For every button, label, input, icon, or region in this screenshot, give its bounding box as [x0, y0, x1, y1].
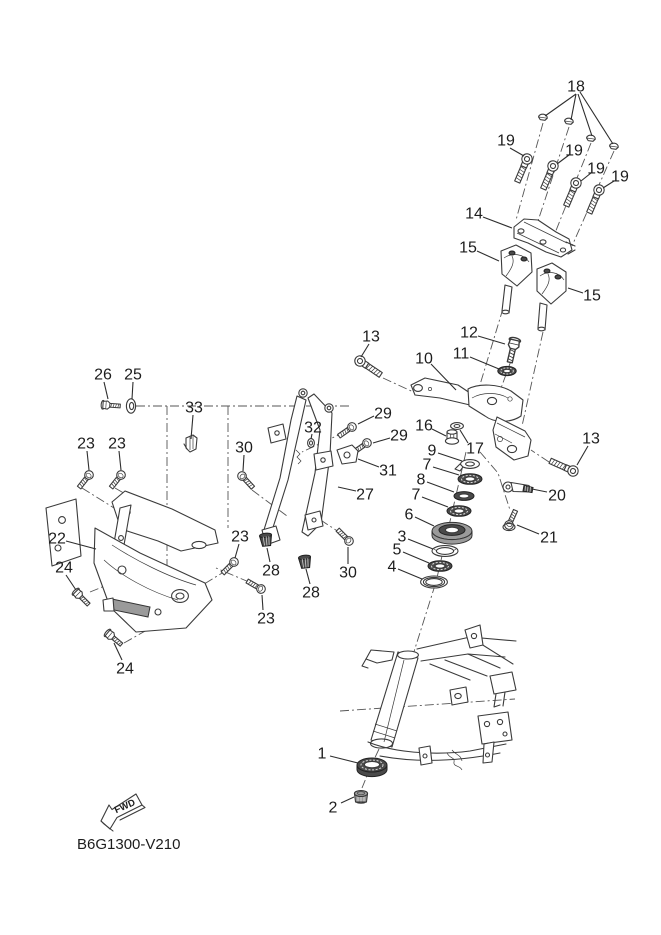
leader-line-13 — [577, 446, 588, 465]
part-label-20: 20 — [548, 487, 566, 505]
part-7-bearing-upper-drawing — [458, 474, 482, 485]
part-label-16: 16 — [415, 417, 433, 435]
part-3-washer-drawing — [432, 546, 458, 557]
part-label-26: 26 — [94, 366, 112, 384]
leader-line-23 — [87, 451, 89, 470]
leader-line-18 — [571, 94, 576, 120]
leader-line-28 — [306, 569, 310, 584]
leader-line-25 — [132, 382, 133, 399]
part-12-bolt-drawing — [504, 336, 521, 363]
part-31-plate-drawing — [337, 445, 358, 464]
part-2-cap-drawing — [354, 791, 367, 804]
part-label-33: 33 — [185, 399, 203, 417]
part-label-30: 30 — [235, 439, 253, 457]
part-label-7: 7 — [422, 456, 432, 474]
part-label-13: 13 — [582, 430, 600, 448]
part-label-10: 10 — [415, 350, 433, 368]
part-16-nut-drawing — [445, 430, 458, 444]
part-1-bearing-drawing — [357, 758, 387, 777]
part-label-23: 23 — [108, 435, 126, 453]
leader-line-1 — [330, 756, 358, 763]
part-label-23: 23 — [77, 435, 95, 453]
part-30-screws-drawing — [236, 470, 355, 547]
part-label-15: 15 — [459, 239, 477, 257]
part-label-19: 19 — [587, 160, 605, 178]
leader-line-8 — [427, 482, 454, 492]
leader-line-20 — [532, 489, 547, 492]
part-label-6: 6 — [404, 506, 414, 524]
part-label-19: 19 — [565, 142, 583, 160]
diagram-code: B6G1300-V210 — [77, 836, 181, 853]
part-4-seal-drawing — [421, 576, 448, 588]
leader-line-4 — [398, 569, 422, 579]
leader-line-27 — [338, 487, 356, 491]
leader-line-26 — [104, 382, 108, 399]
part-label-3: 3 — [397, 528, 407, 546]
part-26-bolt-drawing — [101, 400, 121, 410]
part-label-18: 18 — [567, 78, 585, 96]
leader-line-29 — [373, 438, 390, 443]
part-8-washer-drawing — [454, 492, 474, 501]
leader-line-23 — [119, 451, 121, 470]
fwd-arrow-label: FWD — [112, 797, 138, 817]
part-label-13: 13 — [362, 328, 380, 346]
part-11-washer-drawing — [498, 366, 516, 375]
leader-line-14 — [483, 217, 512, 228]
leader-line-11 — [470, 357, 499, 369]
leader-line-18 — [580, 92, 613, 144]
part-label-19: 19 — [497, 132, 515, 150]
part-label-4: 4 — [387, 558, 397, 576]
leader-line-6 — [415, 517, 434, 526]
part-label-9: 9 — [427, 442, 437, 460]
part-27-bracket-drawing — [262, 389, 333, 545]
part-label-24: 24 — [116, 660, 134, 678]
part-32-washer-drawing — [308, 439, 315, 448]
leader-line-28 — [267, 548, 270, 562]
leader-line-16 — [432, 429, 446, 436]
part-label-21: 21 — [540, 529, 558, 547]
part-label-2: 2 — [328, 799, 338, 817]
part-33-clip-drawing — [184, 435, 197, 452]
part-15-holders-drawing — [501, 245, 566, 331]
part-6-cover-drawing — [432, 522, 472, 544]
part-label-27: 27 — [356, 486, 374, 504]
leader-line-24 — [66, 575, 76, 590]
part-label-12: 12 — [460, 324, 478, 342]
leader-line-15 — [568, 288, 583, 293]
part-7-bearing-lower-drawing — [447, 506, 471, 517]
fwd-arrow — [101, 794, 145, 831]
leader-line-23 — [235, 544, 239, 558]
leader-line-7 — [422, 497, 448, 507]
leader-line-12 — [478, 336, 505, 344]
part-21-bolt-drawing — [503, 509, 519, 531]
part-label-19: 19 — [611, 168, 629, 186]
part-label-15: 15 — [583, 287, 601, 305]
part-label-29: 29 — [374, 405, 392, 423]
part-label-23: 23 — [257, 610, 275, 628]
part-label-17: 17 — [466, 440, 484, 458]
leader-line-21 — [517, 525, 539, 534]
labels-layer — [48, 79, 629, 817]
part-5-bearing-drawing — [428, 561, 452, 572]
leader-line-29 — [358, 416, 374, 424]
part-label-30: 30 — [339, 564, 357, 582]
part-label-7: 7 — [411, 486, 421, 504]
leader-line-2 — [341, 797, 354, 803]
leader-line-31 — [358, 459, 379, 467]
part-9-tab-washer-drawing — [455, 460, 479, 471]
frame-drawing — [362, 625, 516, 770]
part-17-washer-drawing — [451, 423, 464, 430]
part-label-31: 31 — [379, 462, 397, 480]
part-label-29: 29 — [390, 427, 408, 445]
leader-lines — [66, 92, 614, 803]
part-label-14: 14 — [465, 205, 483, 223]
part-label-32: 32 — [304, 419, 322, 437]
leader-line-30 — [243, 455, 244, 471]
part-label-8: 8 — [416, 471, 426, 489]
leader-line-13 — [361, 344, 369, 357]
part-label-11: 11 — [452, 345, 470, 363]
part-20-tab-drawing — [503, 482, 533, 493]
part-label-28: 28 — [262, 562, 280, 580]
leader-line-9 — [438, 453, 462, 461]
part-label-23: 23 — [231, 528, 249, 546]
leader-line-5 — [403, 552, 429, 563]
part-label-5: 5 — [392, 541, 402, 559]
leader-line-18 — [545, 94, 576, 116]
part-label-24: 24 — [55, 559, 73, 577]
part-label-25: 25 — [124, 366, 142, 384]
leader-line-15 — [477, 251, 499, 261]
part-25-washer-drawing — [126, 399, 135, 413]
leader-line-23 — [262, 595, 263, 610]
leader-line-3 — [408, 539, 433, 549]
part-label-22: 22 — [48, 530, 66, 548]
part-label-1: 1 — [317, 745, 327, 763]
part-label-28: 28 — [302, 584, 320, 602]
